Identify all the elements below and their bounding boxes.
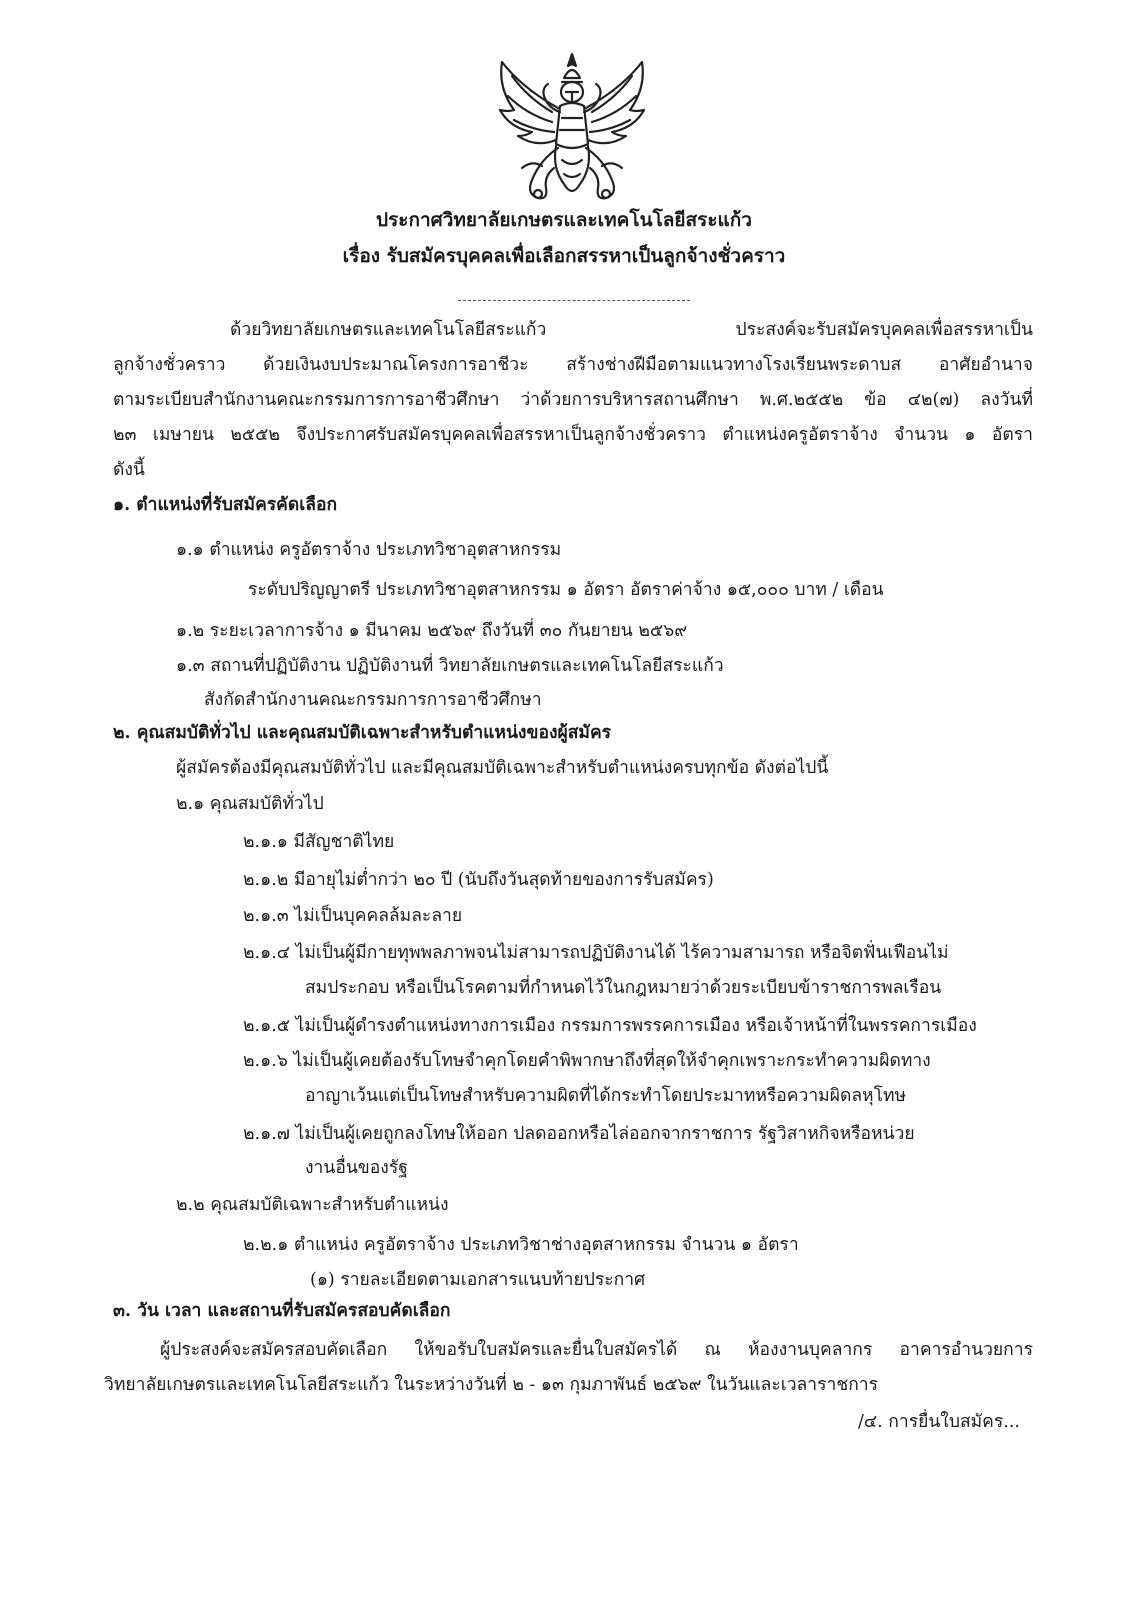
section-1-item-3-cont: สังกัดสำนักงานคณะกรรมการการอาชีวศึกษา	[204, 690, 542, 710]
qualification-2-1-6: ๒.๑.๖ ไม่เป็นผู้เคยต้องรับโทษจำคุกโดยคำพิพากษาถึงที่สุดให้จำคุกเพราะกระทำความผิดทาง	[243, 1051, 931, 1071]
title-divider	[458, 300, 690, 301]
qualification-2-1-4: ๒.๑.๔ ไม่เป็นผู้มีกายทุพพลภาพจนไม่สามารถปฏิบัติงานได้ ไร้ความสามารถ หรือจิตฟั่นเฟือนไม่	[243, 943, 949, 963]
section-1-item-3: ๑.๓ สถานที่ปฏิบัติงาน ปฏิบัติงานที่ วิทยาลัยเกษตรและเทคโนโลยีสระแก้ว	[176, 656, 724, 676]
intro-line-4: ๒๓ เมษายน ๒๕๕๒ จึงประกาศรับสมัครบุคคลเพื่อสรรหาเป็นลูกจ้างชั่วคราว ตำแหน่งครูอัตราจ้าง จำนวน ๑ อัตรา	[113, 425, 1033, 445]
qualification-2-2-1-detail: (๑) รายละเอียดตามเอกสารแนบท้ายประกาศ	[310, 1270, 646, 1290]
qualification-2-1-2: ๒.๑.๒ มีอายุไม่ต่ำกว่า ๒๐ ปี (นับถึงวันสุดท้ายของการรับสมัคร)	[243, 870, 714, 890]
section-1-item-1: ๑.๑ ตำแหน่ง ครูอัตราจ้าง ประเภทวิชาอุตสาหกรรม	[176, 540, 562, 560]
section-1-item-1-detail: ระดับปริญญาตรี ประเภทวิชาอุตสาหกรรม ๑ อัตรา อัตราค่าจ้าง ๑๕,๐๐๐ บาท / เดือน	[248, 580, 884, 600]
section-2-heading: ๒. คุณสมบัติทั่วไป และคุณสมบัติเฉพาะสำหรับตำแหน่งของผู้สมัคร	[113, 723, 612, 743]
announcement-subject: เรื่อง รับสมัครบุคคลเพื่อเลือกสรรหาเป็นลูกจ้างชั่วคราว	[342, 245, 786, 267]
announcement-title: ประกาศวิทยาลัยเกษตรและเทคโนโลยีสระแก้ว	[376, 209, 752, 231]
garuda-emblem-icon	[492, 48, 652, 208]
qualification-2-1-5: ๒.๑.๕ ไม่เป็นผู้ดำรงตำแหน่งทางการเมือง กรรมการพรรคการเมือง หรือเจ้าหน้าที่ในพรรคการเมือง	[243, 1016, 977, 1036]
qualification-2-1-3: ๒.๑.๓ ไม่เป็นบุคคลล้มละลาย	[243, 906, 463, 926]
section-2-general-heading: ๒.๑ คุณสมบัติทั่วไป	[176, 794, 324, 814]
section-3-heading: ๓. วัน เวลา และสถานที่รับสมัครสอบคัดเลือก	[113, 1301, 451, 1321]
intro-line-2: ลูกจ้างชั่วคราว ด้วยเงินงบประมาณโครงการอาชีวะ สร้างช่างฝีมือตามแนวทางโรงเรียนพระดาบส อาศัยอำนาจ	[113, 355, 1033, 375]
intro-line-1: ด้วยวิทยาลัยเกษตรและเทคโนโลยีสระแก้ว ประสงค์จะรับสมัครบุคคลเพื่อสรรหาเป็น	[230, 320, 1033, 340]
qualification-2-1-6-cont: อาญาเว้นแต่เป็นโทษสำหรับความผิดที่ได้กระทำโดยประมาทหรือความผิดลหุโทษ	[305, 1086, 907, 1106]
qualification-2-2-1: ๒.๒.๑ ตำแหน่ง ครูอัตราจ้าง ประเภทวิชาช่างอุตสาหกรรม จำนวน ๑ อัตรา	[243, 1235, 799, 1255]
continuation-note: /๔. การยื่นใบสมัคร...	[858, 1412, 1020, 1432]
qualification-2-1-4-cont: สมประกอบ หรือเป็นโรคตามที่กำหนดไว้ในกฎหมายว่าด้วยระเบียบข้าราชการพลเรือน	[305, 978, 942, 998]
section-1-item-2: ๑.๒ ระยะเวลาการจ้าง ๑ มีนาคม ๒๕๖๙ ถึงวันที่ ๓๐ กันยายน ๒๕๖๙	[176, 621, 688, 641]
intro-line-3: ตามระเบียบสำนักงานคณะกรรมการการอาชีวศึกษา ว่าด้วยการบริหารสถานศึกษา พ.ศ.๒๕๕๒ ข้อ ๔๒(๗) ลงวันที่	[113, 390, 1033, 410]
intro-line-5: ดังนี้	[113, 460, 145, 480]
qualification-2-1-7: ๒.๑.๗ ไม่เป็นผู้เคยถูกลงโทษให้ออก ปลดออกหรือไล่ออกจากราชการ รัฐวิสาหกิจหรือหน่วย	[243, 1124, 915, 1144]
section-3-line-2: วิทยาลัยเกษตรและเทคโนโลยีสระแก้ว ในระหว่างวันที่ ๒ - ๑๓ กุมภาพันธ์ ๒๕๖๙ ในวันและเวลาราชการ	[104, 1375, 879, 1395]
qualification-2-1-1: ๒.๑.๑ มีสัญชาติไทย	[243, 832, 395, 852]
section-3-line-1: ผู้ประสงค์จะสมัครสอบคัดเลือก ให้ขอรับใบสมัครและยื่นใบสมัครได้ ณ ห้องงานบุคลากร อาคารอำนวยการ	[160, 1340, 1033, 1360]
section-1-heading: ๑. ตำแหน่งที่รับสมัครคัดเลือก	[113, 495, 338, 515]
section-2-specific-heading: ๒.๒ คุณสมบัติเฉพาะสำหรับตำแหน่ง	[176, 1195, 449, 1215]
qualification-2-1-7-cont: งานอื่นของรัฐ	[305, 1158, 408, 1178]
section-2-intro: ผู้สมัครต้องมีคุณสมบัติทั่วไป และมีคุณสมบัติเฉพาะสำหรับตำแหน่งครบทุกข้อ ดังต่อไปนี้	[176, 758, 829, 778]
